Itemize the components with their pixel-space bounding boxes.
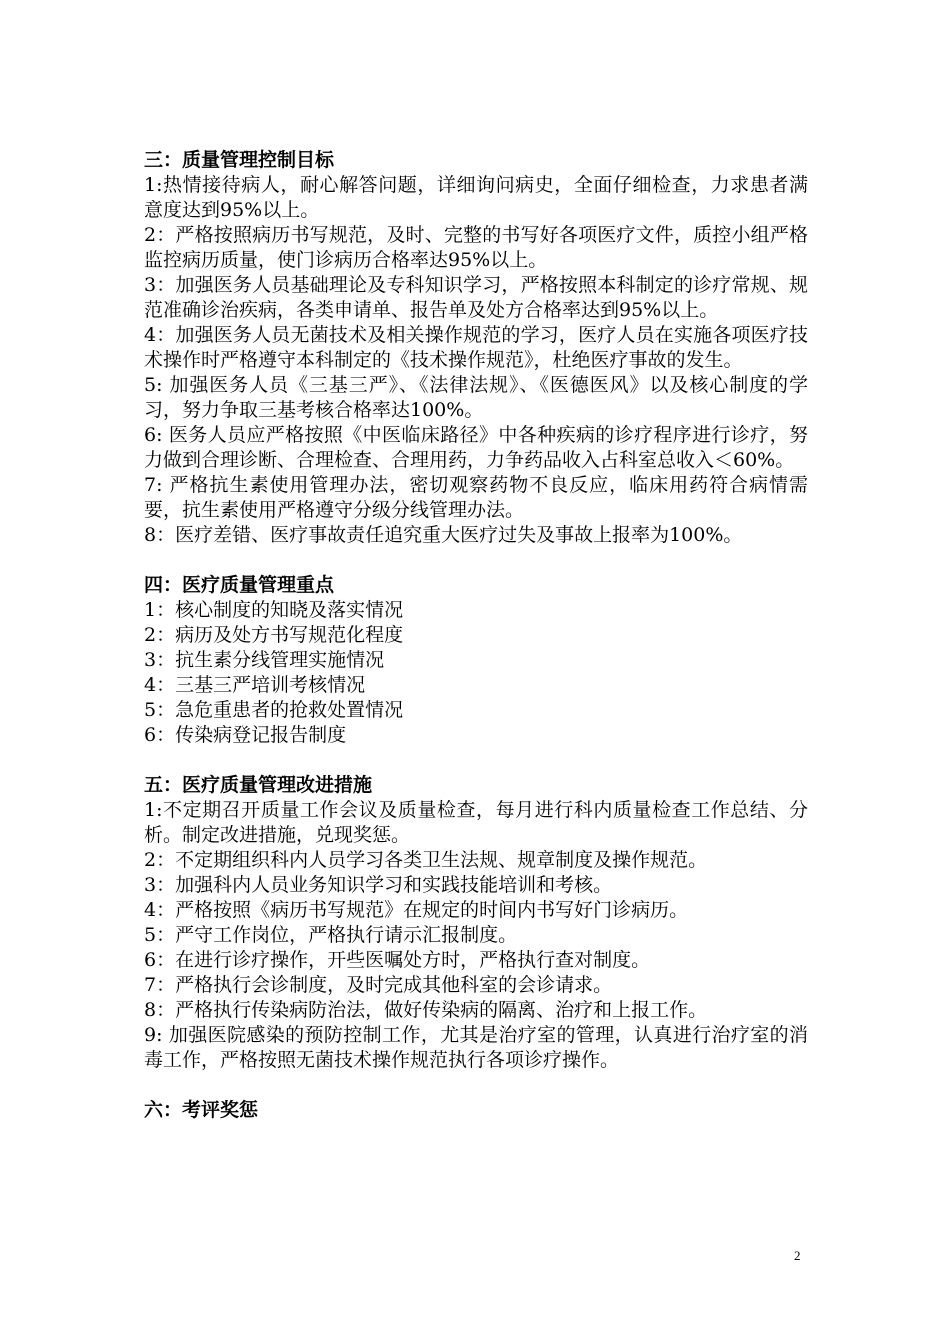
section-heading: 四：医疗质量管理重点 — [144, 574, 335, 596]
section-quality-goals — [144, 148, 808, 548]
list-item: 2：不定期组织科内人员学习各类卫生法规、规章制度及操作规范。 — [144, 849, 708, 871]
section-spacer — [144, 748, 808, 773]
list-item: 7：严格执行会诊制度，及时完成其他科室的会诊请求。 — [144, 974, 613, 996]
list-item: 4：严格按照《病历书写规范》在规定的时间内书写好门诊病历。 — [144, 899, 689, 921]
list-item: 3：加强科内人员业务知识学习和实践技能培训和考核。 — [144, 874, 613, 896]
section-heading: 五：医疗质量管理改进措施 — [144, 774, 373, 796]
document-body — [144, 148, 808, 1123]
section-heading: 六：考评奖惩 — [144, 1099, 259, 1121]
list-item: 6：传染病登记报告制度 — [144, 724, 347, 746]
list-item: 4：三基三严培训考核情况 — [144, 674, 366, 696]
page-number: 2 — [794, 1248, 801, 1263]
section-spacer — [144, 548, 808, 573]
list-item: 1:热情接待病人，耐心解答问题，详细询问病史，全面仔细检查，力求患者满意度达到95%以上。 — [144, 174, 808, 221]
list-item: 6：在进行诊疗操作，开些医嘱处方时，严格执行查对制度。 — [144, 949, 651, 971]
list-item: 9: 加强医院感染的预防控制工作，尤其是治疗室的管理，认真进行治疗室的消毒工作，严格按照无菌技术操作规范执行各项诊疗操作。 — [144, 1024, 808, 1071]
list-item: 8：医疗差错、医疗事故责任追究重大医疗过失及事故上报率为100%。 — [144, 524, 743, 546]
list-item: 7: 严格抗生素使用管理办法，密切观察药物不良反应，临床用药符合病情需要，抗生素使用严格遵守分级分线管理办法。 — [144, 474, 808, 521]
section-evaluation — [144, 1098, 808, 1123]
list-item: 1:不定期召开质量工作会议及质量检查，每月进行科内质量检查工作总结、分析。制定改进措施，兑现奖惩。 — [144, 799, 808, 846]
list-item: 5: 加强医务人员《三基三严》、《法律法规》、《医德医风》以及核心制度的学习，努力争取三基考核合格率达100%。 — [144, 374, 808, 421]
section-improvement-measures — [144, 773, 808, 1073]
list-item: 6: 医务人员应严格按照《中医临床路径》中各种疾病的诊疗程序进行诊疗，努力做到合理诊断、合理检查、合理用药，力争药品收入占科室总收入＜60%。 — [144, 424, 808, 471]
section-heading: 三：质量管理控制目标 — [144, 149, 335, 171]
list-item: 5：急危重患者的抢救处置情况 — [144, 699, 404, 721]
list-item: 3：抗生素分线管理实施情况 — [144, 649, 385, 671]
list-item: 1：核心制度的知晓及落实情况 — [144, 599, 404, 621]
list-item: 5：严守工作岗位，严格执行请示汇报制度。 — [144, 924, 518, 946]
list-item: 3：加强医务人员基础理论及专科知识学习，严格按照本科制定的诊疗常规、规范准确诊治疾病，各类申请单、报告单及处方合格率达到95%以上。 — [144, 274, 808, 321]
list-item: 8：严格执行传染病防治法，做好传染病的隔离、治疗和上报工作。 — [144, 999, 708, 1021]
section-key-points — [144, 573, 808, 748]
list-item: 4：加强医务人员无菌技术及相关操作规范的学习，医疗人员在实施各项医疗技术操作时严格遵守本科制定的《技术操作规范》，杜绝医疗事故的发生。 — [144, 324, 808, 371]
list-item: 2：病历及处方书写规范化程度 — [144, 624, 404, 646]
section-spacer — [144, 1073, 808, 1098]
list-item: 2：严格按照病历书写规范，及时、完整的书写好各项医疗文件，质控小组严格监控病历质量，使门诊病历合格率达95%以上。 — [144, 224, 808, 271]
